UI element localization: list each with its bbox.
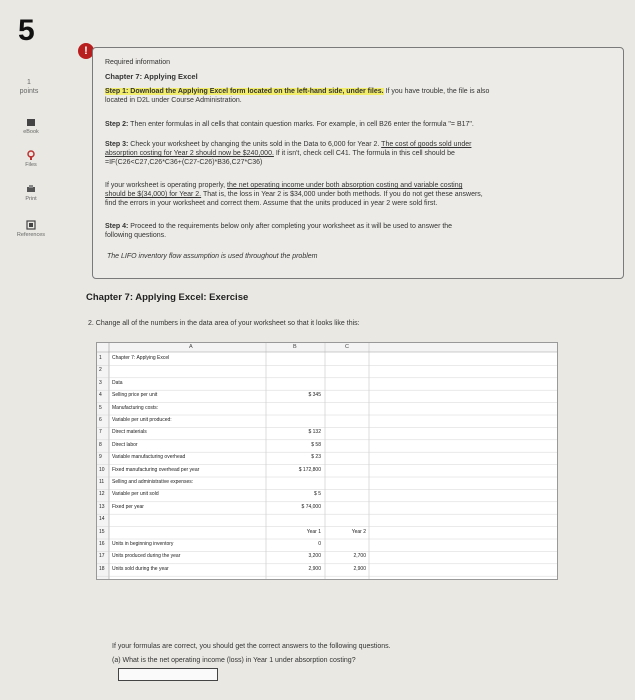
row-number: 11 bbox=[99, 479, 105, 485]
cell-a: Fixed per year bbox=[112, 503, 144, 510]
question-a: (a) What is the net operating income (loss) in Year 1 under absorption costing? bbox=[112, 657, 356, 664]
cell-a: Data bbox=[112, 379, 123, 386]
check-line2-underline: should be $(34,000) for Year 2. bbox=[105, 191, 202, 198]
step1-line2: located in D2L under Course Administration. bbox=[105, 97, 242, 104]
step2-line bbox=[105, 120, 474, 129]
cell-b: 3,200 bbox=[308, 553, 321, 560]
book-icon bbox=[26, 118, 36, 127]
cell-a: Units sold during the year bbox=[112, 565, 169, 572]
step2-bold: Step 2: bbox=[105, 121, 129, 128]
cell-c: Year 2 bbox=[351, 528, 366, 535]
cell-b: $ 74,000 bbox=[301, 503, 321, 510]
cell-a: Fixed manufacturing overhead per year bbox=[112, 466, 200, 473]
step3-line2-underline: absorption costing for Year 2 should now be $240,000. bbox=[105, 150, 274, 157]
cell-a: Variable manufacturing overhead bbox=[112, 454, 186, 461]
step1-highlight[interactable]: Step 1: Download the Applying Excel form located on the left-hand side, under files. bbox=[105, 88, 384, 95]
row-number: 6 bbox=[99, 417, 102, 423]
question-number: 5 bbox=[18, 14, 35, 47]
cell-a: Units produced during the year bbox=[112, 553, 181, 560]
step2-text: Then enter formulas in all cells that contain question marks. For example, in cell B26 enter the formula "= B17". bbox=[130, 121, 474, 128]
row-number: 1 bbox=[99, 355, 102, 361]
row-number: 12 bbox=[99, 491, 105, 498]
step3-line1 bbox=[105, 140, 471, 149]
row-number: 7 bbox=[99, 429, 102, 436]
cell-a: Variable per unit sold bbox=[112, 491, 159, 498]
lifo-note: The LIFO inventory flow assumption is used throughout the problem bbox=[107, 253, 318, 260]
worksheet-check-line2 bbox=[105, 190, 483, 199]
step3-text: Check your worksheet by changing the units sold in the Data to 6,000 for Year 2. bbox=[130, 141, 380, 148]
required-info-panel bbox=[92, 47, 624, 279]
sidebar-item-label: Files bbox=[25, 162, 37, 168]
sidebar-item-label: References bbox=[16, 232, 46, 238]
cell-a: Chapter 7: Applying Excel bbox=[112, 355, 170, 361]
step3-bold: Step 3: bbox=[105, 141, 129, 148]
check-line2-rest: That is, the loss in Year 2 is $34,000 under both methods. If you do not get these answers, bbox=[202, 191, 483, 198]
check-text: If your worksheet is operating properly, bbox=[105, 182, 226, 189]
print-icon bbox=[26, 184, 36, 194]
cell-b: 0 bbox=[318, 541, 321, 547]
cell-a: Units in beginning inventory bbox=[112, 541, 174, 547]
row-number: 16 bbox=[99, 541, 105, 547]
answer-input[interactable] bbox=[118, 668, 218, 681]
sidebar-item-print[interactable] bbox=[10, 184, 52, 202]
points-label: points bbox=[19, 88, 39, 95]
footer-text: If your formulas are correct, you should get the correct answers to the following questions. bbox=[112, 643, 391, 650]
step4-bold: Step 4: bbox=[105, 223, 129, 230]
exercise-instruction: 2. Change all of the numbers in the data area of your worksheet so that it looks like this: bbox=[88, 320, 360, 327]
cell-b: $ 5 bbox=[314, 491, 321, 498]
exercise-title: Chapter 7: Applying Excel: Exercise bbox=[86, 292, 249, 303]
row-number: 14 bbox=[99, 516, 105, 523]
cell-b: 2,900 bbox=[308, 565, 321, 572]
cell-b: $ 23 bbox=[311, 454, 321, 461]
cell-b: $ 58 bbox=[311, 441, 321, 448]
row-number: 10 bbox=[99, 466, 105, 473]
step3-line2 bbox=[105, 149, 455, 158]
step1-rest: If you have trouble, the file is also bbox=[385, 88, 490, 95]
row-number: 3 bbox=[99, 379, 102, 386]
worksheet-check-line1 bbox=[105, 181, 462, 190]
cell-b: $ 172,800 bbox=[298, 466, 321, 473]
references-icon bbox=[26, 220, 36, 230]
step4-text: Proceed to the requirements below only after completing your worksheet as it will be used to answer the bbox=[130, 223, 453, 230]
sidebar-item-label: eBook bbox=[23, 129, 39, 135]
step3-formula: =IF(C26<C27,C26*C36+(C27-C26)*B36,C27*C36) bbox=[105, 159, 263, 166]
col-header-c: C bbox=[345, 344, 349, 350]
step3-underline: The cost of goods sold under bbox=[381, 141, 472, 148]
points-value: 1 bbox=[27, 79, 31, 86]
sidebar-item-label: Print bbox=[25, 196, 37, 202]
check-underline: the net operating income under both absorption costing and variable costing bbox=[227, 182, 463, 189]
points-indicator bbox=[10, 78, 48, 96]
cell-b: $ 345 bbox=[308, 392, 321, 399]
cell-a: Variable per unit produced: bbox=[112, 417, 172, 423]
cell-a: Selling price per unit bbox=[112, 392, 158, 399]
cell-a: Selling and administrative expenses: bbox=[112, 479, 194, 485]
cell-b: Year 1 bbox=[306, 528, 321, 535]
step3-line2-rest: If it isn't, check cell C41. The formula in this cell should be bbox=[275, 150, 455, 157]
row-number: 17 bbox=[99, 553, 105, 560]
sidebar-item-files[interactable] bbox=[10, 150, 52, 168]
chapter-heading: Chapter 7: Applying Excel bbox=[105, 72, 198, 81]
cell-b: $ 132 bbox=[308, 429, 321, 436]
sidebar-item-ebook[interactable] bbox=[10, 118, 52, 135]
sidebar-item-references[interactable] bbox=[10, 220, 52, 238]
col-header-a: A bbox=[189, 344, 193, 350]
step4-line1 bbox=[105, 222, 452, 231]
cell-a: Direct materials bbox=[112, 429, 147, 436]
cell-a: Direct labor bbox=[112, 441, 138, 448]
cell-a: Manufacturing costs: bbox=[112, 404, 159, 411]
row-number: 15 bbox=[99, 528, 105, 535]
worksheet-check-line3: find the errors in your worksheet and correct them. Assume that the units produced in year 2 were sold first. bbox=[105, 200, 438, 207]
required-heading: Required information bbox=[105, 59, 170, 66]
files-icon bbox=[26, 150, 36, 160]
alert-icon: ! bbox=[78, 43, 94, 59]
row-number: 18 bbox=[99, 565, 105, 572]
row-number: 8 bbox=[99, 441, 102, 448]
row-number: 5 bbox=[99, 404, 102, 411]
row-number: 9 bbox=[99, 454, 102, 461]
step1-line1 bbox=[105, 87, 489, 96]
spreadsheet-image bbox=[96, 342, 558, 580]
cell-c: 2,900 bbox=[353, 565, 366, 572]
row-number: 13 bbox=[99, 503, 105, 510]
row-number: 4 bbox=[99, 392, 102, 399]
step4-line2: following questions. bbox=[105, 232, 167, 239]
col-header-b: B bbox=[293, 344, 297, 350]
cell-c: 2,700 bbox=[353, 553, 366, 560]
row-number: 2 bbox=[99, 367, 102, 374]
